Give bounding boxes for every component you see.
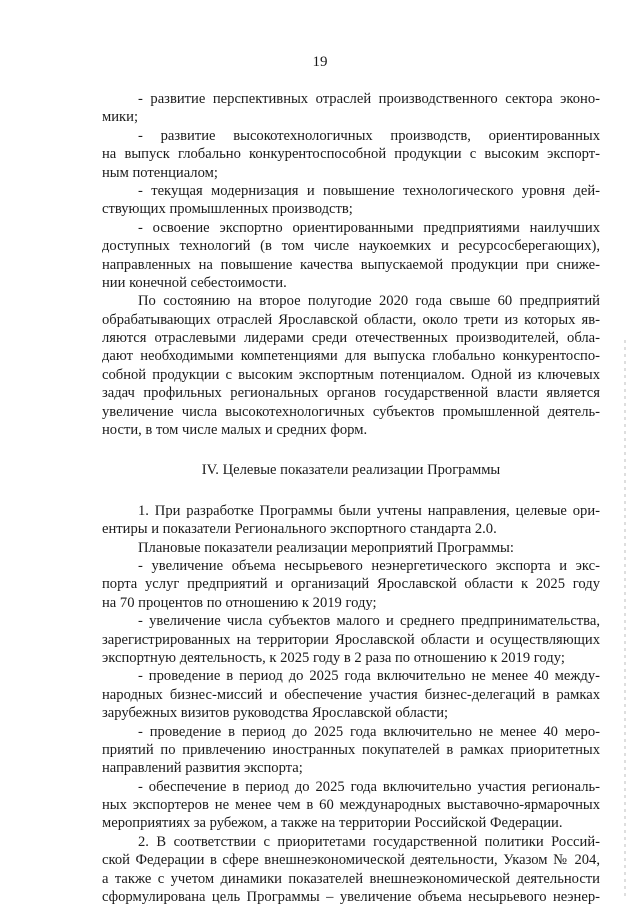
paragraph <box>102 833 600 906</box>
paragraph <box>102 90 600 127</box>
text-line: мики; <box>102 109 138 126</box>
text-line: - обеспечение в период до 2025 года включительно участия региональ- <box>138 778 600 795</box>
text-line: собной продукции с высоким экспортным потенциалом. Одной из ключевых <box>102 366 600 383</box>
text-line: - увеличение объема несырьевого неэнергетического экспорта и экс- <box>138 557 600 574</box>
paragraph <box>102 612 600 667</box>
text-line: направленных на повышение качества выпускаемой продукции при сниже- <box>102 256 600 273</box>
text-line: зарегистрированных на территории Ярославской области и осуществляющих <box>102 631 600 648</box>
text-line: ствующих промышленных производств; <box>102 201 353 218</box>
text-line: 2. В соответствии с приоритетами государственной политики Россий- <box>138 833 600 850</box>
paragraph <box>102 502 600 539</box>
text-line: сформулирована цель Программы – увеличение объема несырьевого неэнер- <box>102 889 600 906</box>
text-line: Плановые показатели реализации мероприятий Программы: <box>138 539 514 556</box>
text-line: на выпуск глобально конкурентоспособной продукции с высоким экспорт- <box>102 146 600 163</box>
text-line: ным потенциалом; <box>102 164 218 181</box>
text-line: увеличение числа высокотехнологичных субъектов промышленной деятель- <box>102 403 600 420</box>
text-line: ской Федерации в сфере внешнеэкономической деятельности, Указом № 204, <box>102 852 600 869</box>
text-line: - проведение в период до 2025 года включительно не менее 40 между- <box>138 668 600 685</box>
text-line: ентиры и показатели Регионального экспортного стандарта 2.0. <box>102 521 497 538</box>
text-line: ляются отраслевыми лидерами среди отечественных производителей, обла- <box>102 330 600 347</box>
paragraphs-after-heading <box>102 502 600 906</box>
paragraphs-before-heading <box>102 90 600 439</box>
text-line: задач профильных региональных органов государственной власти является <box>102 385 600 402</box>
text-line: приятий по привлечению иностранных покупателей в рамках приоритетных <box>102 741 600 758</box>
text-line: - развитие перспективных отраслей производственного сектора эконо- <box>138 91 600 107</box>
text-line: направлений развития экспорта; <box>102 760 303 777</box>
paragraph <box>102 667 600 722</box>
text-line: - проведение в период до 2025 года включительно не менее 40 меро- <box>138 723 600 740</box>
section-heading: IV. Целевые показатели реализации Программы <box>201 462 501 479</box>
paragraph <box>102 557 600 612</box>
paragraph <box>102 723 600 778</box>
paragraph <box>102 182 600 219</box>
text-line: ности, в том числе малых и средних форм. <box>102 422 368 439</box>
text-line: зарубежных визитов руководства Ярославской области; <box>102 705 449 722</box>
text-line: а также с учетом динамики показателей внешнеэкономической деятельности <box>102 870 600 887</box>
text-line: на 70 процентов по отношению к 2019 году; <box>102 594 377 611</box>
text-line: народных бизнес-миссий и обеспечение участия бизнес-делегаций в рамках <box>102 686 600 703</box>
text-line: По состоянию на второе полугодие 2020 года свыше 60 предприятий <box>138 293 600 310</box>
paragraph <box>102 778 600 833</box>
document-body <box>102 90 600 906</box>
text-line: 1. При разработке Программы были учтены направления, целевые ори- <box>138 502 600 519</box>
paragraph <box>102 127 600 182</box>
text-line: обрабатывающих отраслей Ярославской области, около трети из которых яв- <box>102 311 600 328</box>
text-line: дают необходимыми компетенциями для выпуска глобально конкурентоспо- <box>102 348 600 365</box>
text-line: экспортную деятельность, к 2025 году в 2 раза по отношению к 2019 году; <box>102 649 565 666</box>
text-line: - развитие высокотехнологичных производств, ориентированных <box>138 127 600 144</box>
text-line: - увеличение числа субъектов малого и среднего предпринимательства, <box>138 613 600 630</box>
text-line: нии конечной себестоимости. <box>102 274 287 291</box>
text-line: порта услуг предприятий и организаций Ярославской области к 2025 году <box>102 576 600 593</box>
paragraph <box>102 539 600 557</box>
text-line: доступных технологий (в том числе наукоемких и ресурсосберегающих), <box>102 238 600 255</box>
scan-edge-artifact <box>624 340 626 900</box>
paragraph <box>102 219 600 293</box>
text-line: - текущая модернизация и повышение технологического уровня дей- <box>138 182 600 199</box>
text-line: ных экспортеров не менее чем в 60 международных выставочно-ярмарочных <box>102 797 600 814</box>
text-line: мероприятиях за рубежом, а также на территории Российской Федерации. <box>102 815 563 832</box>
page-number: 19 <box>312 54 328 70</box>
text-line: - освоение экспортно ориентированными предприятиями наилучших <box>138 219 600 236</box>
paragraph <box>102 292 600 439</box>
